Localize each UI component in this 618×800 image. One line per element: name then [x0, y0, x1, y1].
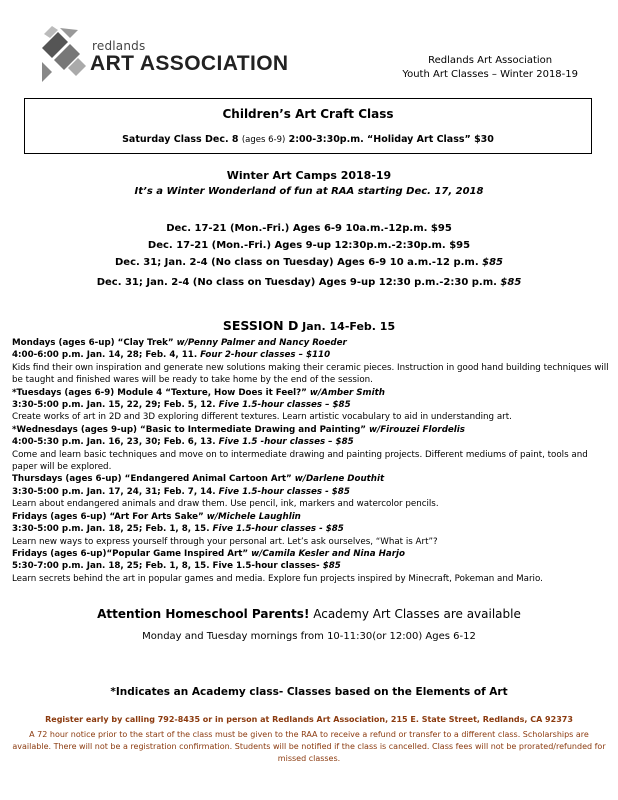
class-description: Come and learn basic techniques and move on to intermediate drawing and painting projects. Different mediums of paint, tools and paper will be explored.	[12, 449, 588, 473]
craft-line	[25, 134, 591, 145]
camps-subtitle: It’s a Winter Wonderland of fun at RAA starting Dec. 17, 2018	[134, 186, 484, 197]
class-heading: Thursdays (ages 6-up) “Endangered Animal Cartoon Art” w/Darlene Douthit	[12, 474, 385, 485]
class-list	[12, 337, 612, 585]
session-title	[0, 318, 618, 333]
register-info: Register early by calling 792-8435 or in person at Redlands Art Association, 215 E. State Street, Redlands, CA 92373	[45, 715, 573, 724]
class-time: 5:30-7:00 p.m. Jan. 18, 25; Feb. 1, 8, 15. Five 1.5-hour classes- $85	[12, 561, 341, 572]
class-heading: Fridays (ages 6-up)“Popular Game Inspired Art” w/Camila Kesler and Nina Harjo	[12, 548, 405, 559]
craft-class-box	[24, 98, 592, 154]
class-description: Learn new ways to express yourself through your personal art. Let’s ask ourselves, “What is Art”?	[12, 536, 438, 547]
homeschool-schedule: Monday and Tuesday mornings from 10-11:30(or 12:00) Ages 6-12	[142, 631, 476, 642]
class-time: 4:00-6:00 p.m. Jan. 14, 28; Feb. 4, 11. Four 2-hour classes – $110	[12, 350, 331, 361]
logo-text-small: redlands	[92, 39, 146, 53]
class-time: 3:30-5:00 p.m. Jan. 18, 25; Feb. 1, 8, 15. Five 1.5-hour classes - $85	[12, 524, 344, 535]
class-heading: *Wednesdays (ages 9-up) “Basic to Intermediate Drawing and Painting” w/Firouzei Flordelis	[12, 424, 465, 435]
header-info	[402, 54, 578, 82]
doc-subtitle: Youth Art Classes – Winter 2018-19	[402, 69, 578, 80]
class-time: 3:30-5:00 p.m. Jan. 15, 22, 29; Feb. 5, 12. Five 1.5-hour classes – $85	[12, 400, 351, 411]
class-description: Kids find their own inspiration and generate new solutions making their ceramic pieces. Instruction in good hand building techniques will be taught and finished wares will be ready to take home by the end of the session.	[12, 362, 609, 386]
class-heading: Mondays (ages 6-up) “Clay Trek” w/Penny Palmer and Nancy Roeder	[12, 338, 347, 348]
class-time: 3:30-5:00 p.m. Jan. 17, 24, 31; Feb. 7, 14. Five 1.5-hour classes - $85	[12, 486, 350, 497]
class-heading: Fridays (ages 6-up) “Art For Arts Sake” w/Michele Laughlin	[12, 511, 301, 522]
session-name: SESSION D	[222, 318, 299, 333]
class-heading: *Tuesdays (ages 6-9) Module 4 “Texture, How Does it Feel?” w/Amber Smith	[12, 387, 385, 398]
logo-text-large: ART ASSOCIATION	[90, 52, 289, 75]
camp-row: Dec. 17-21 (Mon.-Fri.) Ages 6-9 10a.m.-12p.m. $95	[166, 223, 452, 234]
logo	[38, 26, 289, 82]
logo-mark-icon	[38, 26, 88, 82]
craft-line-post: 2:00-3:30p.m. “Holiday Art Class” $30	[285, 134, 494, 145]
org-name: Redlands Art Association	[428, 55, 553, 66]
camp-row: Dec. 17-21 (Mon.-Fri.) Ages 9-up 12:30p.m.-2:30p.m. $95	[147, 240, 471, 251]
class-description: Create works of art in 2D and 3D exploring different textures. Learn artistic vocabulary to aid in understanding art.	[12, 412, 512, 423]
camps-title: Winter Art Camps 2018-19	[226, 169, 392, 182]
craft-title: Children’s Art Craft Class	[222, 107, 394, 121]
class-description: Learn secrets behind the art in popular games and media. Explore fun projects inspired by Minecraft, Pokeman and Mario.	[12, 573, 543, 584]
academy-note: *Indicates an Academy class- Classes based on the Elements of Art	[110, 686, 508, 698]
session-dates: Jan. 14-Feb. 15	[298, 320, 396, 333]
craft-ages: (ages 6-9)	[241, 135, 286, 145]
class-description: Learn about endangered animals and draw them. Use pencil, ink, markers and watercolor pencils.	[12, 499, 439, 510]
camp-row: Dec. 31; Jan. 2-4 (No class on Tuesday) Ages 6-9 10 a.m.-12 p.m. $85	[114, 257, 503, 268]
craft-line-pre: Saturday Class Dec. 8	[122, 134, 242, 145]
camp-row: Dec. 31; Jan. 2-4 (No class on Tuesday) Ages 9-up 12:30 p.m.-2:30 p.m. $85	[96, 277, 522, 288]
class-time: 4:00-5:30 p.m. Jan. 16, 23, 30; Feb. 6, 13. Five 1.5 -hour classes – $85	[12, 437, 354, 448]
homeschool-title: Attention Homeschool Parents! Academy Art Classes are available	[97, 607, 521, 621]
refund-policy: A 72 hour notice prior to the start of the class must be given to the RAA to receive a refund or transfer to a different class. Scholarships are available. There will not be a registration confirmation. Students will be notified if the class is cancelled. Class fees will not be prorated/refunded for missed classes.	[12, 730, 606, 763]
